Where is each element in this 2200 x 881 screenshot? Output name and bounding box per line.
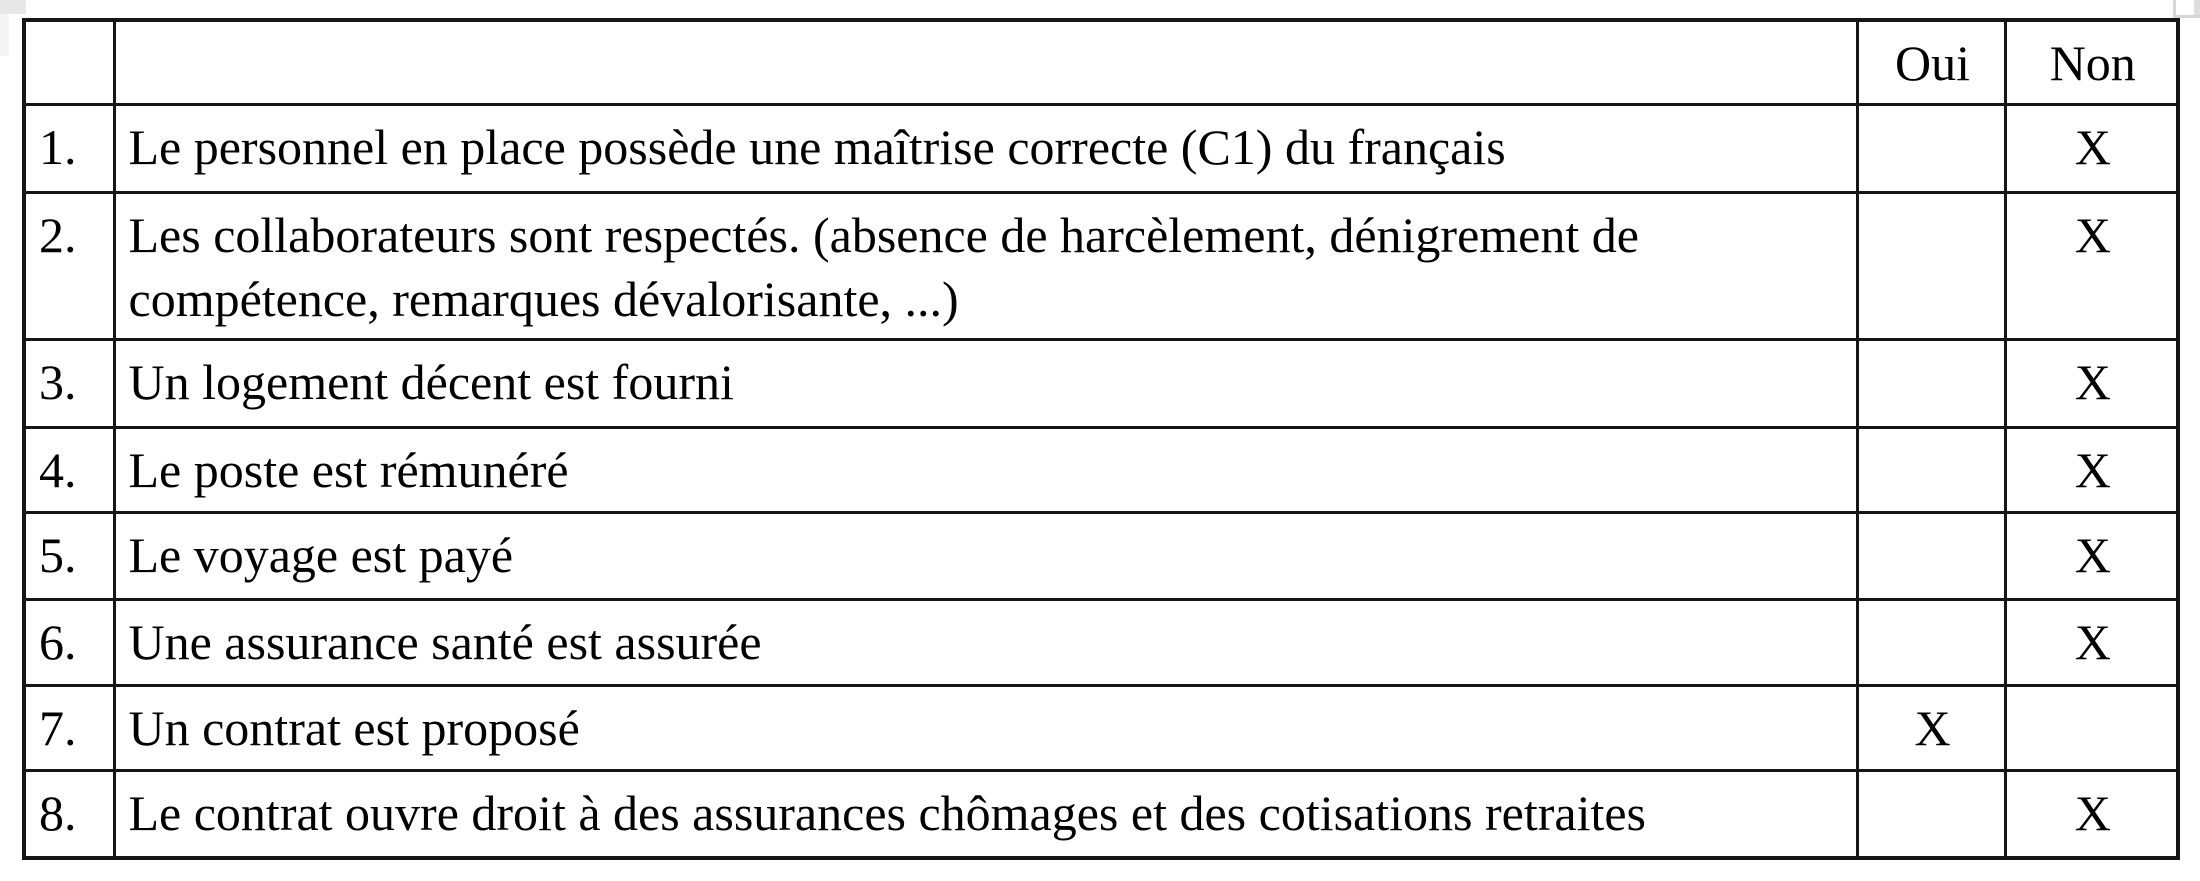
question-cell: Le poste est rémunéré — [114, 427, 1857, 512]
header-num-cell — [24, 20, 114, 104]
table-row — [24, 770, 2178, 858]
table-row — [24, 599, 2178, 685]
oui-mark-cell — [1857, 104, 2005, 192]
table-row — [24, 104, 2178, 192]
question-cell: Le contrat ouvre droit à des assurances chômages et des cotisations retraites — [114, 770, 1857, 858]
question-cell: Un contrat est proposé — [114, 685, 1857, 770]
row-number-cell: 5. — [24, 512, 114, 599]
non-mark-cell: X — [2005, 339, 2178, 427]
questionnaire-table-container — [22, 18, 2180, 860]
oui-mark-cell — [1857, 192, 2005, 339]
header-row — [24, 20, 2178, 104]
page-corner-fragment-left — [0, 0, 26, 14]
non-mark-cell: X — [2005, 427, 2178, 512]
page-corner-fragment-left-strip — [0, 14, 9, 56]
non-mark-cell: X — [2005, 599, 2178, 685]
question-cell: Le voyage est payé — [114, 512, 1857, 599]
question-cell: Une assurance santé est assurée — [114, 599, 1857, 685]
row-number-cell: 1. — [24, 104, 114, 192]
row-number-cell: 8. — [24, 770, 114, 858]
non-mark-cell: X — [2005, 512, 2178, 599]
non-mark-cell: X — [2005, 770, 2178, 858]
row-number-cell: 7. — [24, 685, 114, 770]
non-mark-cell: X — [2005, 104, 2178, 192]
oui-mark-cell: X — [1857, 685, 2005, 770]
oui-mark-cell — [1857, 339, 2005, 427]
row-number-cell: 3. — [24, 339, 114, 427]
question-cell: Les collaborateurs sont respectés. (absence de harcèlement, dénigrement de compétence, remarques dévalorisante, ...) — [114, 192, 1857, 339]
table-row — [24, 685, 2178, 770]
questionnaire-table — [22, 18, 2180, 860]
header-non-cell: Non — [2005, 20, 2178, 104]
row-number-cell: 4. — [24, 427, 114, 512]
table-row — [24, 192, 2178, 339]
non-mark-cell: X — [2005, 192, 2178, 339]
oui-mark-cell — [1857, 512, 2005, 599]
header-question-cell — [114, 20, 1857, 104]
row-number-cell: 6. — [24, 599, 114, 685]
oui-mark-cell — [1857, 599, 2005, 685]
page-corner-fragment-right-edge — [2194, 0, 2200, 15]
question-cell: Le personnel en place possède une maîtrise correcte (C1) du français — [114, 104, 1857, 192]
oui-mark-cell — [1857, 427, 2005, 512]
non-mark-cell — [2005, 685, 2178, 770]
question-cell: Un logement décent est fourni — [114, 339, 1857, 427]
table-row — [24, 339, 2178, 427]
table-row — [24, 427, 2178, 512]
header-oui-cell: Oui — [1857, 20, 2005, 104]
oui-mark-cell — [1857, 770, 2005, 858]
row-number-cell: 2. — [24, 192, 114, 339]
table-row — [24, 512, 2178, 599]
